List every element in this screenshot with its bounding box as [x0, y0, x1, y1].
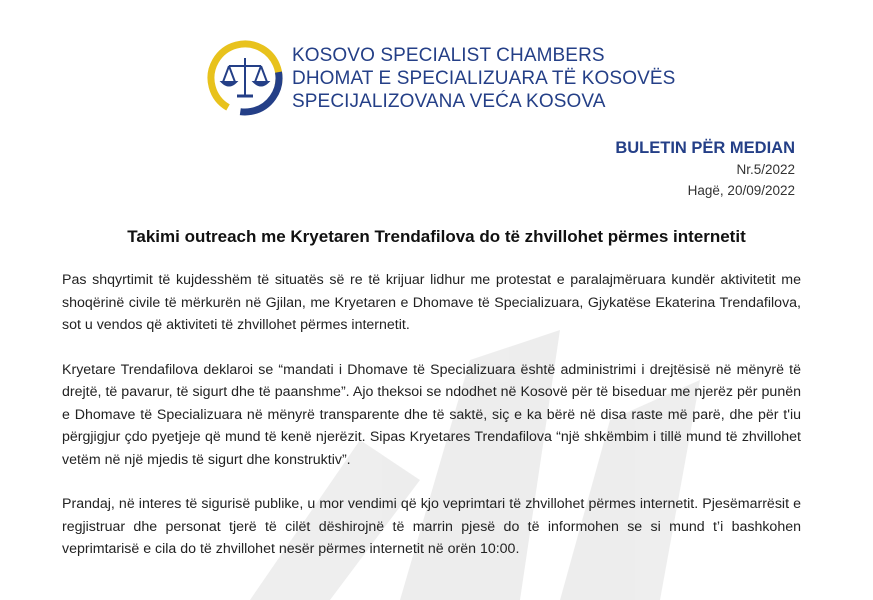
bulletin-number: Nr.5/2022: [736, 162, 795, 177]
org-name-serbian: SPECIJALIZOVANA VEĆA KOSOVA: [292, 91, 606, 112]
paragraph: Kryetare Trendafilova deklaroi se “mandati i Dhomave të Specializuara është administrimi i drejtësisë në mënyrë të drejtë, të pavarur, të sigurt dhe të paanshme”. Ajo theksoi se ndodhet në Kosovë për të biseduar me njerëz për punën e Dhomave të Specializuara në mënyrë transparente dhe të saktë, siç e ka bërë në disa raste më parë, dhe për t'iu përgjigjur çdo pyetjeje që mund të kenë njerëzit. Sipas Kryetares Trendafilova “një shkëmbim i tillë mund të zhvillohet vetëm në një mjedis të sigurt dhe konstruktiv”.: [62, 361, 801, 468]
scales-of-justice-icon: [205, 38, 285, 118]
bulletin-place-date: Hagë, 20/09/2022: [687, 183, 795, 198]
bulletin-title: BULETIN PËR MEDIAN: [615, 139, 795, 157]
document-body: [62, 269, 801, 583]
org-name-english: KOSOVO SPECIALIST CHAMBERS: [292, 45, 605, 66]
paragraph: Prandaj, në interes të sigurisë publike, u mor vendimi që kjo veprimtari të zhvillohet përmes internetit. Pjesëmarrësit e regjistruar dhe personat tjerë të cilët dëshirojnë të marrin pjesë do të informohen se si mund t’i bashkohen veprimtarisë e cila do të zhvillohet nesër përmes internetit në orën 10:00.: [62, 496, 801, 557]
paragraph: Pas shqyrtimit të kujdesshëm të situatës së re të krijuar lidhur me protestat e paralajmëruara kundër aktivitetit me shoqërinë civile të mërkurën në Gjilan, me Kryetaren e Dhomave të Specializuara, Gjykatëse Ekaterina Trendafilova, sot u vendos që aktiviteti të zhvillohet përmes internetit.: [62, 272, 801, 333]
org-name-albanian: DHOMAT E SPECIALIZUARA TË KOSOVËS: [292, 68, 676, 89]
page-title: Takimi outreach me Kryetaren Trendafilova do të zhvillohet përmes internetit: [127, 227, 746, 246]
bulletin-info: [615, 137, 795, 201]
organization-name: [292, 44, 675, 113]
